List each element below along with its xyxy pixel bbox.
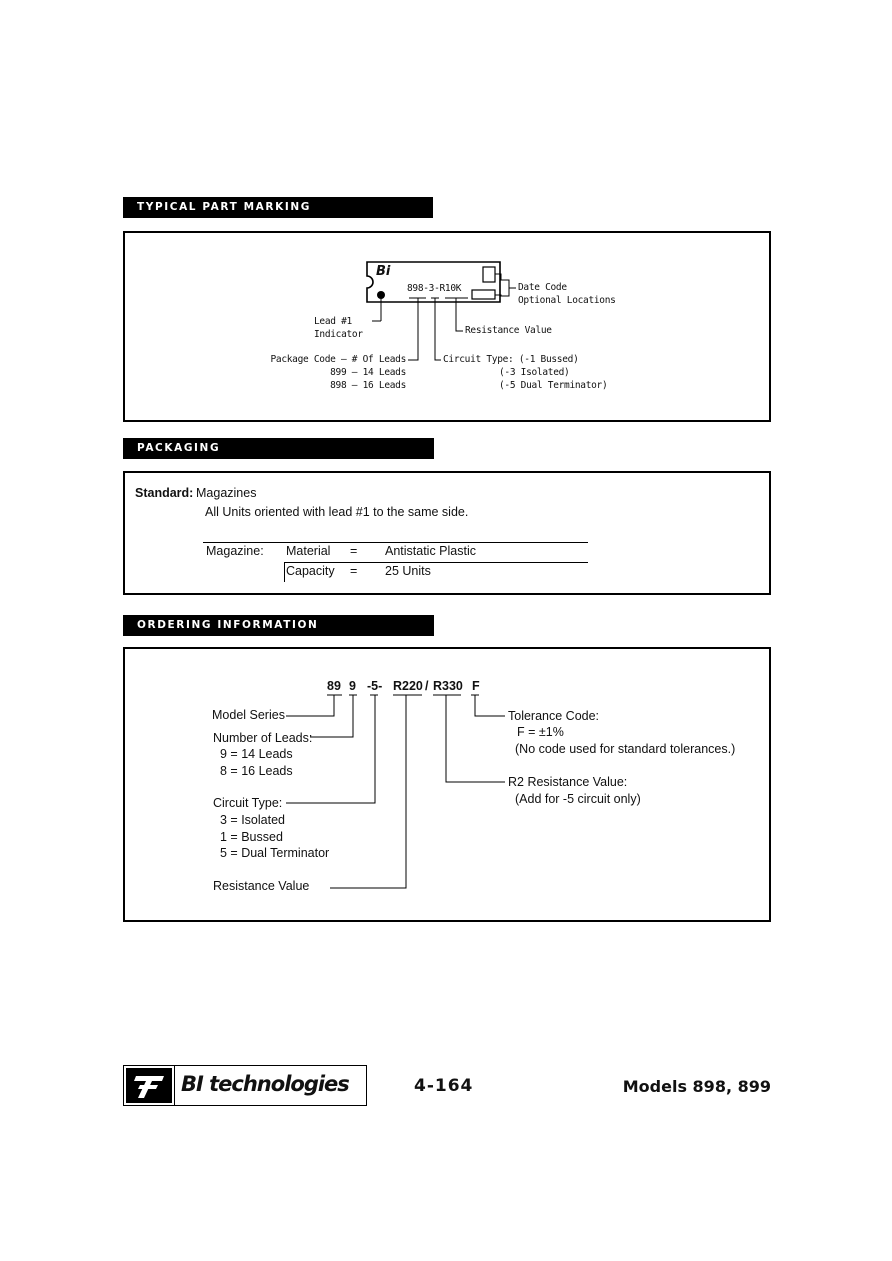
orientation-note: All Units oriented with lead #1 to the same side. [205, 505, 469, 519]
magazine-label: Magazine: [206, 544, 264, 558]
tolerance-f-option: F = ±1% [517, 725, 564, 739]
chip-logo: Bi [376, 264, 391, 279]
material-value: Antistatic Plastic [385, 544, 477, 558]
lead1-label: Lead #1 [314, 316, 352, 327]
resistance-value-label: Resistance Value [465, 325, 552, 336]
brand-name: BI technologies [181, 1072, 349, 1096]
code-leads: 9 [349, 679, 356, 693]
models-label: Models 898, 899 [622, 1077, 771, 1096]
circuit-type-label: Circuit Type: (-1 Bussed) [443, 354, 579, 365]
standard-label: Standard: [135, 486, 194, 500]
capacity-eq: = [350, 564, 358, 578]
section-header-ordering: ORDERING INFORMATION [123, 615, 434, 636]
section-header-part-marking: TYPICAL PART MARKING [123, 197, 433, 218]
circuit-5-option: 5 = Dual Terminator [220, 846, 330, 860]
leads-9-option: 9 = 14 Leads [220, 747, 293, 761]
package-898-label: 898 – 16 Leads [330, 380, 406, 391]
chip-part-text: 898-3-R10K [407, 283, 462, 294]
section-header-packaging: PACKAGING [123, 438, 434, 459]
lead1-indicator-label: Indicator [314, 329, 363, 340]
resistance-value-label: Resistance Value [213, 879, 310, 893]
code-slash: / [425, 679, 429, 693]
standard-value: Magazines [196, 486, 257, 500]
date-code-locations-label: Optional Locations [518, 295, 616, 306]
circuit-1-option: 1 = Bussed [220, 830, 283, 844]
r2-label: R2 Resistance Value: [508, 775, 628, 789]
code-r1: R220 [393, 679, 423, 693]
circuit-dual-label: (-5 Dual Terminator) [499, 380, 608, 391]
code-r2: R330 [433, 679, 463, 693]
material-name: Material [286, 544, 331, 558]
code-circuit: -5- [367, 679, 383, 693]
model-series-label: Model Series [212, 708, 285, 722]
num-leads-label: Number of Leads: [213, 731, 313, 745]
tolerance-note: (No code used for standard tolerances.) [515, 742, 736, 756]
r2-note: (Add for -5 circuit only) [515, 792, 641, 806]
package-899-label: 899 – 14 Leads [330, 367, 406, 378]
date-code-label: Date Code [518, 282, 567, 293]
code-series: 89 [327, 679, 341, 693]
material-eq: = [350, 544, 358, 558]
capacity-name: Capacity [286, 564, 335, 578]
circuit-type-label: Circuit Type: [213, 796, 283, 810]
page-number: 4-164 [414, 1076, 474, 1096]
brand-divider [174, 1066, 175, 1106]
leads-8-option: 8 = 16 Leads [220, 764, 293, 778]
package-code-label: Package Code – # Of Leads [270, 354, 406, 365]
code-tolerance: F [472, 679, 480, 693]
circuit-isolated-label: (-3 Isolated) [499, 367, 570, 378]
capacity-value: 25 Units [385, 564, 431, 578]
brand-mark-icon [126, 1068, 172, 1103]
circuit-3-option: 3 = Isolated [220, 813, 285, 827]
tolerance-code-label: Tolerance Code: [508, 709, 600, 723]
